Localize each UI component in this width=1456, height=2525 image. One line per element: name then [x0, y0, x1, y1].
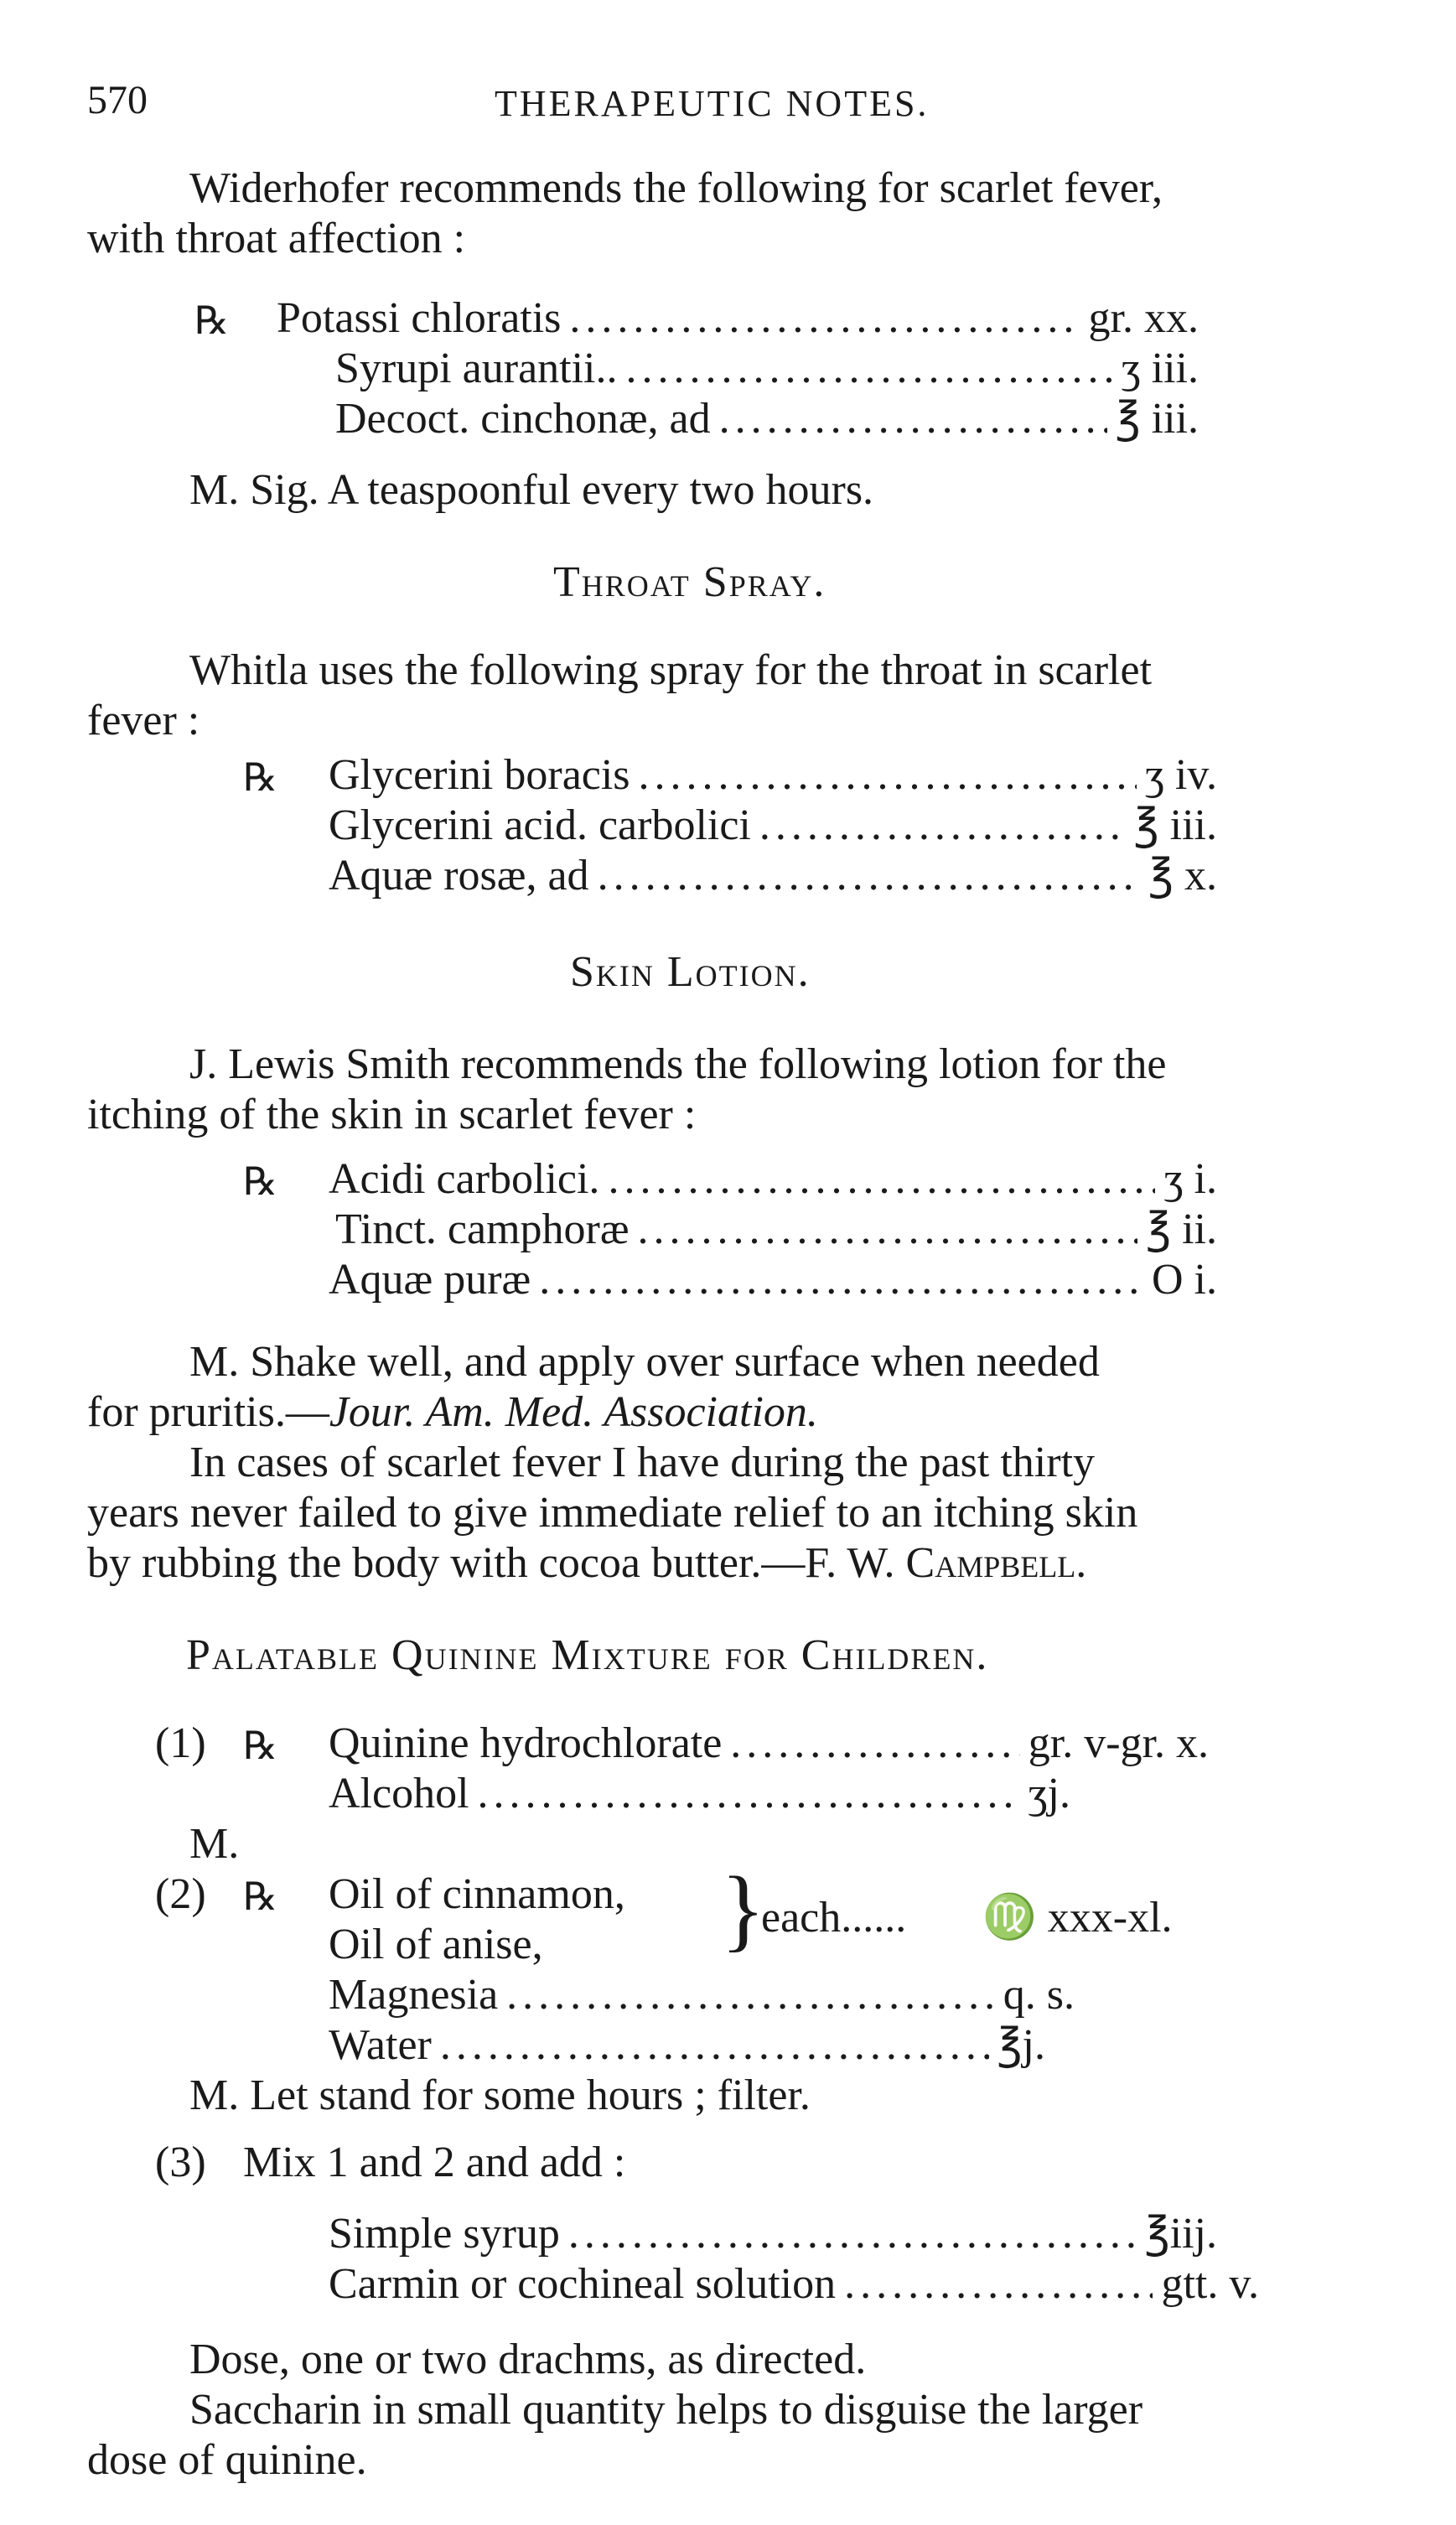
skin-lotion-shake-line-1: M. Shake well, and apply over surface when needed: [189, 1338, 1100, 1386]
prescription-line: Magnesia ..... q. s.: [329, 1970, 1075, 2020]
part-1-label: (1): [155, 1719, 206, 1767]
part-3-intro: Mix 1 and 2 and add :: [243, 2139, 626, 2186]
prescription-line: Glycerini acid. carbolici ..... ℥ iii.: [329, 801, 1217, 851]
prescription-line: Aquæ puræ ..... O i.: [329, 1255, 1217, 1305]
rx-symbol: ℞: [243, 1160, 278, 1203]
throat-spray-heading: Throat Spray.: [553, 558, 826, 606]
skin-lotion-shake-line-2: for pruritis.—Jour. Am. Med. Association.: [87, 1388, 818, 1436]
author-name: Campbell.: [905, 1539, 1087, 1587]
throat-spray-intro-line-2: fever :: [87, 697, 200, 744]
prescription-line: Glycerini boracis ..... ʒ iv.: [329, 750, 1217, 801]
skin-lotion-intro-line-1: J. Lewis Smith recommends the following lotion for the: [189, 1040, 1167, 1088]
prescription-line: Acidi carbolici. ..... ʒ i.: [329, 1154, 1217, 1205]
throat-spray-intro-line-1: Whitla uses the following spray for the throat in scarlet: [189, 646, 1153, 694]
prescription-line: Syrupi aurantii.. ..... ʒ iii.: [335, 344, 1199, 394]
part-2-instruction: M. Let stand for some hours ; filter.: [189, 2071, 811, 2119]
widerhofer-sig: M. Sig. A teaspoonful every two hours.: [189, 466, 874, 514]
saccharin-line-2: dose of quinine.: [87, 2436, 367, 2484]
skin-lotion-intro-line-2: itching of the skin in scarlet fever :: [87, 1091, 697, 1138]
widerhofer-intro-line-2: with throat affection :: [87, 215, 466, 262]
campbell-line-2: years never failed to give immediate relief to an itching skin: [87, 1489, 1138, 1537]
prescription-line: Potassi chloratis ..... gr. xx.: [277, 293, 1199, 344]
widerhofer-intro-line-1: Widerhofer recommends the following for scarlet fever,: [189, 164, 1163, 212]
running-title: THERAPEUTIC NOTES.: [495, 83, 930, 124]
saccharin-line-1: Saccharin in small quantity helps to disguise the larger: [189, 2386, 1143, 2434]
part-3-label: (3): [155, 2139, 206, 2186]
campbell-line-3: by rubbing the body with cocoa butter.—F. W. Campbell.: [87, 1539, 1087, 1587]
grouping-brace: }: [721, 1858, 765, 1960]
prescription-line: Quinine hydrochlorate ..... gr. v-gr. x.: [329, 1719, 1209, 1769]
quinine-mixture-heading: Palatable Quinine Mixture for Children.: [186, 1631, 989, 1679]
page-number: 570: [87, 78, 148, 122]
part-2-label: (2): [155, 1870, 206, 1918]
rx-symbol: ℞: [194, 299, 230, 342]
campbell-line-1: In cases of scarlet fever I have during the past thirty: [189, 1439, 1096, 1486]
prescription-line: Decoct. cinchonæ, ad ..... ℥ iii.: [335, 394, 1199, 444]
prescription-line: Tinct. camphoræ ..... ℥ ii.: [335, 1205, 1217, 1255]
prescription-line: Simple syrup ..... ℥iij.: [329, 2209, 1217, 2259]
each-dose-value: ♍ xxx-xl.: [982, 1894, 1173, 1942]
prescription-line: Aquæ rosæ, ad ..... ℥ x.: [329, 851, 1217, 901]
prescription-line: Water ..... ℥j.: [329, 2020, 1045, 2071]
prescription-line: Alcohol ..... ʒj.: [329, 1769, 1070, 1819]
journal-citation: Jour. Am. Med. Association.: [329, 1388, 818, 1436]
oil-of-anise: Oil of anise,: [329, 1921, 543, 1968]
rx-symbol: ℞: [243, 1724, 278, 1767]
rx-symbol: ℞: [243, 1875, 278, 1918]
each-dose-label: each......: [761, 1894, 907, 1942]
part-1-mix: M.: [189, 1820, 240, 1868]
skin-lotion-heading: Skin Lotion.: [570, 948, 811, 996]
prescription-line: Carmin or cochineal solution ..... gtt. v.: [329, 2259, 1259, 2310]
rx-symbol: ℞: [243, 756, 278, 799]
oil-of-cinnamon: Oil of cinnamon,: [329, 1870, 625, 1918]
dose-line: Dose, one or two drachms, as directed.: [189, 2336, 867, 2383]
